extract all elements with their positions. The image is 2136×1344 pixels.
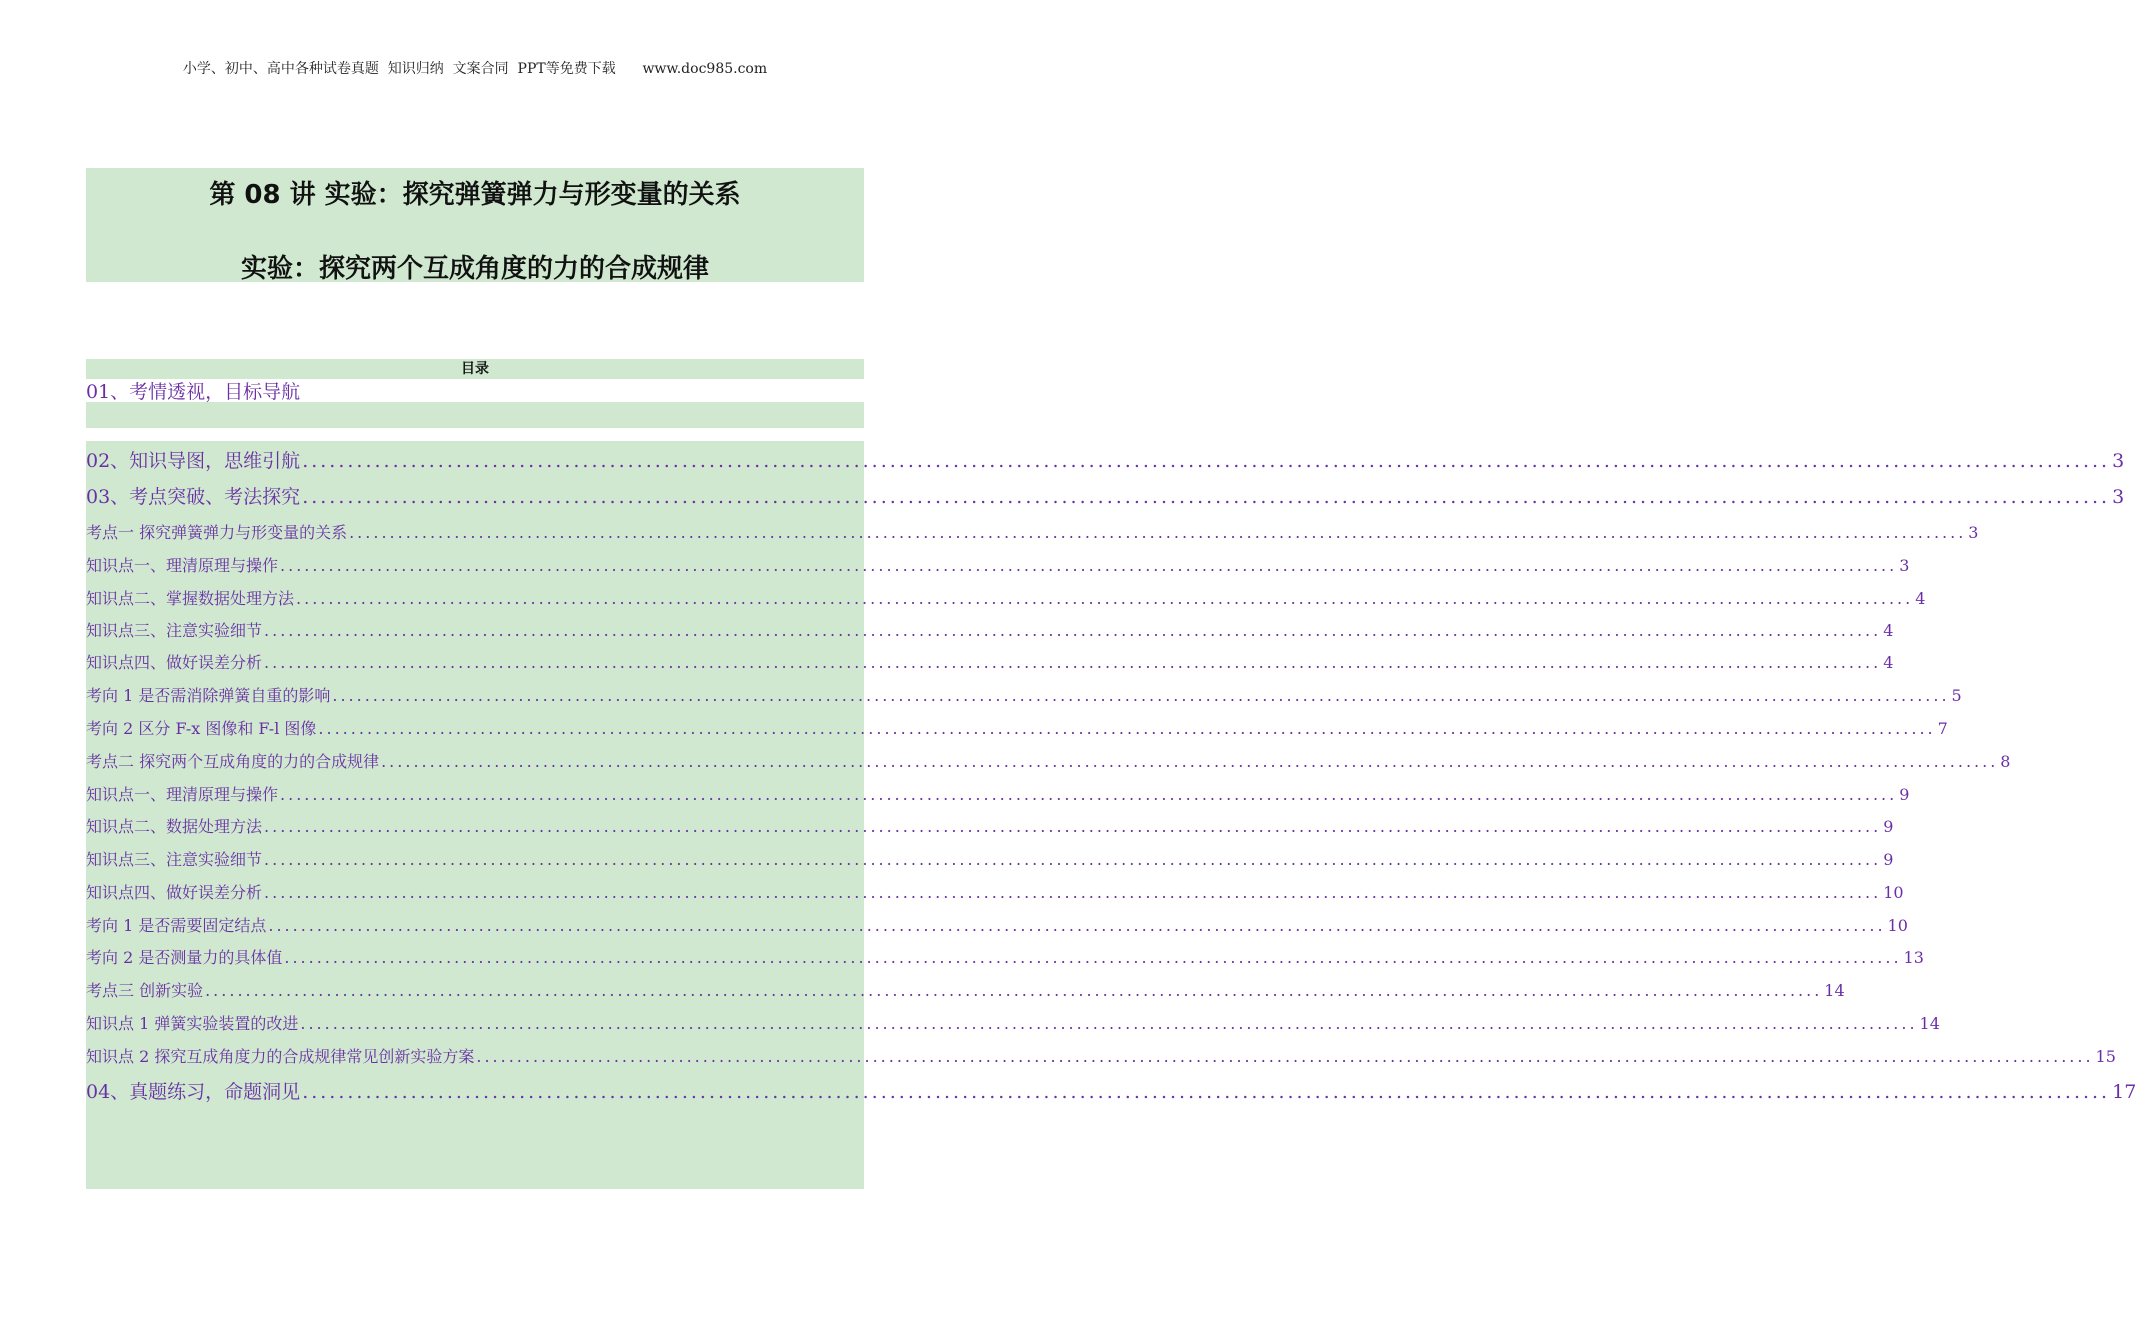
toc-entry[interactable] (86, 978, 1845, 1001)
toc-entry-label: 知识点一、理清原理与操作 (86, 785, 279, 804)
toc-leader-dots: ........................................................................................................................................................................................................ (300, 1014, 1918, 1033)
toc-entry-label: 知识点二、掌握数据处理方法 (86, 589, 295, 608)
toc-leader-dots: ........................................................................................................................................................................................................ (264, 653, 1882, 672)
toc-entry-page: 4 (1883, 653, 1894, 672)
toc-entry-page: 10 (1887, 916, 1908, 935)
toc-entry[interactable] (86, 446, 2125, 473)
toc-entry-label: 知识点三、注意实验细节 (86, 850, 263, 869)
toc-entry-label: 知识点 2 探究互成角度力的合成规律常见创新实验方案 (86, 1047, 475, 1066)
toc-entry[interactable] (86, 913, 1908, 936)
toc-entry-label: 考向 1 是否需消除弹簧自重的影响 (86, 686, 331, 705)
toc-entry-page: 10 (1883, 883, 1904, 902)
toc-entry-page: 17 (2112, 1081, 2136, 1103)
toc-entry-label: 考点三 创新实验 (86, 981, 204, 1000)
toc-leader-dots: ........................................................................................................................................................................................................ (280, 556, 1898, 575)
title-banner (86, 168, 864, 282)
toc-entry[interactable] (86, 1077, 2136, 1104)
toc-leader-dots: ........................................................................................................................................................................................................ (205, 981, 1823, 1000)
toc-leader-dots: ........................................................................................................................................................................................................ (280, 785, 1898, 804)
toc-entry-label: 知识点 1 弹簧实验装置的改进 (86, 1014, 299, 1033)
toc-leader-dots: ........................................................................................................................................................................................................ (284, 948, 1902, 967)
page-header: 小学、初中、高中各种试卷真题 知识归纳 文案合同 PPT等免费下载 www.doc985.com (182, 61, 768, 77)
toc-entry[interactable] (86, 716, 1948, 739)
toc-entry[interactable] (86, 482, 2125, 509)
toc-leader-dots: ........................................................................................................................................................................................................ (264, 850, 1882, 869)
toc-entry[interactable] (86, 782, 1910, 805)
toc-entry[interactable] (86, 814, 1894, 837)
toc-entry-page: 4 (1915, 589, 1926, 608)
toc-heading: 目录 (86, 359, 864, 379)
toc-entry-label: 考向 1 是否需要固定结点 (86, 916, 267, 935)
toc-entry[interactable] (86, 618, 1894, 641)
toc-band (86, 402, 864, 428)
toc-entry[interactable] (86, 749, 2011, 772)
toc-entry-label: 03、考点突破、考法探究 (86, 486, 301, 508)
toc-entry-label: 知识点二、数据处理方法 (86, 817, 263, 836)
toc-entry[interactable] (86, 1011, 1940, 1034)
toc-entry-page: 14 (1919, 1014, 1940, 1033)
toc-entry-label: 知识点四、做好误差分析 (86, 653, 263, 672)
toc-leader-dots: ........................................................................................................................................................................................................ (264, 883, 1882, 902)
toc-entry[interactable] (86, 553, 1910, 576)
toc-entry-page: 3 (1899, 556, 1910, 575)
toc-leader-dots: ........................................................................................................................................................................................................ (349, 523, 1967, 542)
toc-leader-dots: ........................................................................................................................................................................................................ (476, 1047, 2094, 1066)
toc-entry-label: 考点一 探究弹簧弹力与形变量的关系 (86, 523, 348, 542)
toc-entry[interactable] (86, 847, 1894, 870)
toc-entry[interactable] (86, 945, 1924, 968)
toc-entry-page: 4 (1883, 621, 1894, 640)
toc-leader-dots: ........................................................................................................................................................................................................ (332, 686, 1950, 705)
toc-entry[interactable] (86, 1044, 2116, 1067)
toc-entry-page: 8 (2000, 752, 2011, 771)
toc-leader-dots: ........................................................................................................................................................................................................ (296, 589, 1914, 608)
toc-entry-page: 13 (1903, 948, 1924, 967)
toc-entry-page: 14 (1824, 981, 1845, 1000)
toc-entry-page: 9 (1899, 785, 1910, 804)
toc-entry-label: 知识点一、理清原理与操作 (86, 556, 279, 575)
title-line-2: 实验：探究两个互成角度的力的合成规律 (240, 254, 709, 284)
toc-leader-dots: ........................................................................................................................................................................................................ (318, 719, 1936, 738)
toc-entry[interactable] (86, 586, 1926, 609)
toc-entry[interactable] (86, 880, 1904, 903)
toc-entry[interactable] (86, 520, 1979, 543)
toc-leader-dots: ........................................................................................................................................................................................................ (264, 621, 1882, 640)
toc-entry-page: 3 (2112, 450, 2125, 472)
toc-entry-page: 3 (2112, 486, 2125, 508)
toc-entry-page: 9 (1883, 850, 1894, 869)
toc-entry-label: 04、真题练习，命题洞见 (86, 1081, 301, 1103)
toc-entry-page: 15 (2095, 1047, 2116, 1066)
toc-entry-label: 知识点四、做好误差分析 (86, 883, 263, 902)
toc-entry-label: 考向 2 区分 F-x 图像和 F-l 图像 (86, 719, 317, 738)
toc-entry-page: 3 (1968, 523, 1979, 542)
toc-entry-page: 5 (1951, 686, 1962, 705)
toc-entry-label: 考点二 探究两个互成角度的力的合成规律 (86, 752, 380, 771)
title-line-1: 第 08 讲 实验：探究弹簧弹力与形变量的关系 (209, 180, 741, 210)
toc-entry-page: 7 (1937, 719, 1948, 738)
toc-leader-dots: ........................................................................................................................................................................................................ (302, 1081, 2111, 1103)
toc-entry-label: 知识点三、注意实验细节 (86, 621, 263, 640)
toc-leader-dots: ........................................................................................................................................................................................................ (302, 450, 2111, 472)
toc-leader-dots: ........................................................................................................................................................................................................ (302, 486, 2111, 508)
toc-entry-label: 02、知识导图，思维引航 (86, 450, 301, 472)
toc-leader-dots: ........................................................................................................................................................................................................ (264, 817, 1882, 836)
toc-entry-page: 9 (1883, 817, 1894, 836)
toc-leader-dots: ........................................................................................................................................................................................................ (381, 752, 1999, 771)
toc-entry-label: 考向 2 是否测量力的具体值 (86, 948, 283, 967)
toc-entry[interactable] (86, 650, 1894, 673)
toc-entry[interactable] (86, 683, 1962, 706)
toc-leader-dots: ........................................................................................................................................................................................................ (268, 916, 1886, 935)
toc-entry-01[interactable]: 01、考情透视，目标导航 (86, 381, 301, 403)
